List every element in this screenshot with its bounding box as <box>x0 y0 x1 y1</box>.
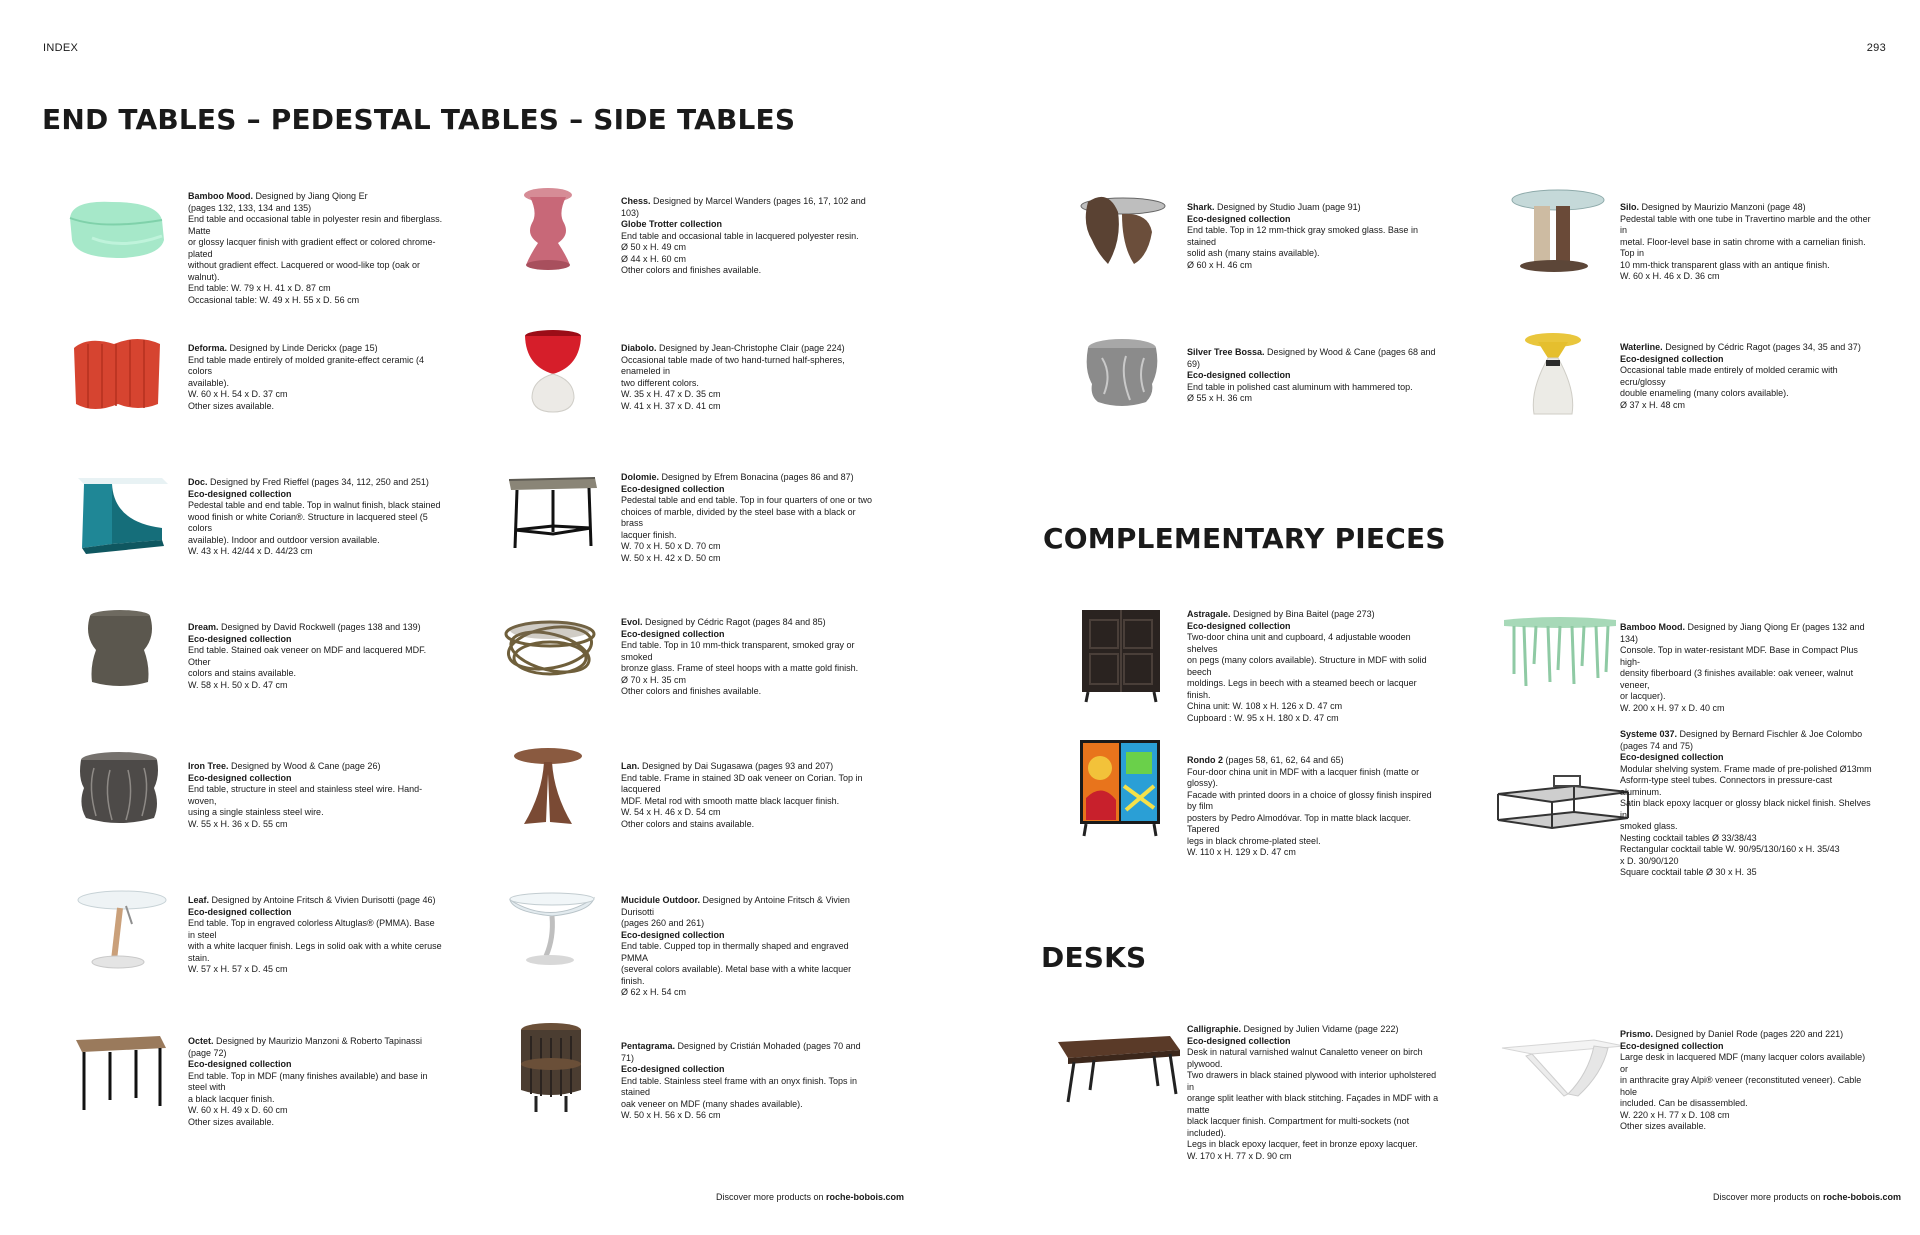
entry-name: Calligraphie. <box>1187 1024 1242 1034</box>
entry-line: Cupboard : W. 95 x H. 180 x D. 47 cm <box>1187 712 1339 723</box>
entry-line: End table. Top in MDF (many finishes available) and base in steel with <box>188 1070 428 1092</box>
entry-line: Ø 62 x H. 54 cm <box>621 987 687 997</box>
entry-line: metal. Floor-level base in satin chrome with a carnelian finish. Top in <box>1620 236 1866 258</box>
waterline-table-image <box>1518 330 1588 420</box>
entry-line: two different colors. <box>621 377 699 388</box>
entry-line: End table. Cupped top in thermally shaped and engraved PMMA <box>621 941 849 963</box>
entry-line: Ø 37 x H. 48 cm <box>1620 399 1686 410</box>
entry-line: W. 50 x H. 56 x D. 56 cm <box>621 1110 721 1120</box>
running-header-left: INDEX <box>43 42 79 54</box>
entry-name: Bamboo Mood. <box>188 191 253 201</box>
bamboo-mood-console-image <box>1500 612 1620 692</box>
entry-line: Large desk in lacquered MDF (many lacquer colors available) or <box>1620 1052 1866 1074</box>
entry-deforma <box>188 343 443 412</box>
entry-line: Pedestal table with one tube in Travertino marble and the other in <box>1620 213 1871 235</box>
entry-designer: Designed by Maurizio Manzoni (page 48) <box>1639 202 1806 212</box>
entry-bamboo-mood-console <box>1620 622 1875 714</box>
entry-line: End table made entirely of molded granite-effect ceramic (4 colors <box>188 354 424 376</box>
entry-designer: Designed by Daniel Rode (pages 220 and 221) <box>1653 1029 1844 1039</box>
entry-dream <box>188 622 443 691</box>
entry-collection: Eco-designed collection <box>621 483 725 494</box>
section-title-end-tables: END TABLES – PEDESTAL TABLES – SIDE TABLES <box>42 103 796 136</box>
octet-table-image <box>70 1026 170 1116</box>
entry-line: Ø 55 x H. 36 cm <box>1187 393 1253 403</box>
entry-name: Evol. <box>621 617 643 627</box>
entry-line: Two drawers in black stained plywood with interior upholstered in <box>1187 1070 1437 1092</box>
entry-line: W. 43 x H. 42/44 x D. 44/23 cm <box>188 546 313 556</box>
entry-line: stain. <box>188 952 210 963</box>
chess-table-image <box>518 183 578 273</box>
entry-line: on pegs (many colors available). Structure in MDF with solid beech <box>1187 655 1427 677</box>
entry-doc <box>188 477 443 558</box>
entry-line: solid ash (many stains available). <box>1187 248 1320 258</box>
pentagrama-table-image <box>516 1020 586 1115</box>
shark-table-image <box>1078 190 1168 270</box>
entry-chess <box>621 196 876 277</box>
entry-line: in anthracite gray Alpi® veneer (reconstituted veneer). Cable hole <box>1620 1075 1862 1097</box>
entry-calligraphie <box>1187 1024 1442 1162</box>
entry-line: W. 55 x H. 36 x D. 55 cm <box>188 818 288 829</box>
entry-line: W. 60 x H. 49 x D. 60 cm <box>188 1105 288 1115</box>
entry-line: Modular shelving system. Frame made of pre-polished Ø13mm <box>1620 763 1872 774</box>
dolomie-table-image <box>503 470 603 555</box>
entry-line: Ø 44 x H. 60 cm <box>621 253 687 264</box>
prismo-desk-image <box>1498 1034 1628 1104</box>
deforma-table-image <box>68 332 168 417</box>
diabolo-table-image <box>518 326 588 416</box>
entry-line: 10 mm-thick transparent glass with an antique finish. <box>1620 259 1830 270</box>
entry-line: End table: W. 79 x H. 41 x D. 87 cm <box>188 283 331 293</box>
entry-iron-tree <box>188 761 443 830</box>
entry-line: Other colors and stains available. <box>621 818 755 829</box>
entry-systeme-037 <box>1620 729 1875 879</box>
entry-name: Bamboo Mood. <box>1620 622 1685 632</box>
entry-line: (pages 260 and 261) <box>621 918 705 928</box>
entry-collection: Eco-designed collection <box>1620 1040 1724 1051</box>
entry-collection: Eco-designed collection <box>1187 370 1291 380</box>
entry-name: Doc. <box>188 477 208 487</box>
entry-name: Mucidule Outdoor. <box>621 895 700 905</box>
entry-waterline <box>1620 342 1875 411</box>
entry-designer: Designed by Wood & Cane (page 26) <box>228 761 381 771</box>
entry-designer: (pages 58, 61, 62, 64 and 65) <box>1223 755 1344 765</box>
entry-line: Other colors and finishes available. <box>621 265 762 275</box>
entry-line: W. 54 x H. 46 x D. 54 cm <box>621 807 721 817</box>
entry-line: lacquer finish. <box>621 529 677 540</box>
entry-collection: Eco-designed collection <box>188 633 292 644</box>
entry-silo <box>1620 202 1875 283</box>
entry-line: W. 50 x H. 42 x D. 50 cm <box>621 552 721 563</box>
entry-collection: Eco-designed collection <box>188 488 292 499</box>
entry-bamboo-mood-end-table <box>188 191 443 306</box>
entry-line: Nesting cocktail tables Ø 33/38/43 <box>1620 832 1757 843</box>
entry-line: Other sizes available. <box>188 1116 275 1127</box>
footer-link[interactable]: roche-bobois.com <box>826 1192 905 1202</box>
entry-evol <box>621 617 876 698</box>
entry-collection: Eco-designed collection <box>188 1059 292 1069</box>
entry-name: Leaf. <box>188 895 210 905</box>
entry-line: W. 110 x H. 129 x D. 47 cm <box>1187 847 1296 857</box>
entry-collection: Eco-designed collection <box>621 1064 725 1074</box>
entry-line: Occasional table made of two hand-turned half-spheres, enameled in <box>621 354 845 376</box>
entry-line: black lacquer finish. Compartment for multi-sockets (not included). <box>1187 1116 1410 1138</box>
entry-line: End table. Stained oak veneer on MDF and lacquered MDF. Other <box>188 645 427 667</box>
evol-table-image <box>500 608 600 688</box>
entry-collection: Eco-designed collection <box>1620 752 1724 762</box>
dream-table-image <box>80 606 160 691</box>
entry-line: W. 60 x H. 46 x D. 36 cm <box>1620 271 1720 281</box>
entry-designer: Designed by Jean-Christophe Clair (page 224) <box>656 343 845 353</box>
entry-line: (several colors available). Metal base with a white lacquer finish. <box>621 964 852 986</box>
entry-line: Other colors and finishes available. <box>621 686 762 696</box>
entry-line: China unit: W. 108 x H. 126 x D. 47 cm <box>1187 701 1343 711</box>
entry-line: or lacquer). <box>1620 691 1666 701</box>
astragale-cabinet-image <box>1078 608 1164 703</box>
entry-collection: Eco-designed collection <box>621 628 725 639</box>
entry-line: End table in polished cast aluminum with hammered top. <box>1187 381 1413 392</box>
entry-line: End table and occasional table in polyester resin and fiberglass. Matte <box>188 214 443 236</box>
entry-mucidule-outdoor <box>621 895 876 999</box>
entry-line: Facade with printed doors in a choice of glossy finish inspired by film <box>1187 789 1432 811</box>
entry-line: legs in black chrome-plated steel. <box>1187 835 1321 846</box>
entry-line: Occasional table made entirely of molded ceramic with ecru/glossy <box>1620 365 1838 387</box>
entry-designer: Designed by Antoine Fritsch & Vivien Durisotti (page 46) <box>209 895 436 905</box>
entry-designer: Designed by Cédric Ragot (pages 84 and 85) <box>642 617 826 627</box>
section-title-complementary: COMPLEMENTARY PIECES <box>1043 522 1446 555</box>
entry-line: without gradient effect. Lacquered or wood-like top (oak or walnut). <box>188 260 420 282</box>
entry-designer: Designed by Cédric Ragot (pages 34, 35 and 37) <box>1662 342 1861 352</box>
entry-designer: Designed by Studio Juam (page 91) <box>1214 202 1361 212</box>
entry-collection: Eco-designed collection <box>1620 353 1724 364</box>
footer-right <box>1713 1192 1901 1202</box>
entry-name: Octet. <box>188 1036 214 1046</box>
entry-line: End table. Top in engraved colorless Altuglas® (PMMA). Base in steel <box>188 918 435 940</box>
entry-designer: Designed by Antoine Fritsch & Vivien Durisotti <box>621 895 850 917</box>
silo-table-image <box>1508 186 1608 276</box>
entry-designer: Designed by Bernard Fischler & Joe Colombo <box>1677 729 1863 739</box>
entry-name: Systeme 037. <box>1620 729 1678 739</box>
entry-line: Ø 60 x H. 46 cm <box>1187 259 1253 270</box>
footer-text: Discover more products on <box>716 1192 827 1202</box>
entry-name: Rondo 2 <box>1187 755 1223 765</box>
entry-line: included. Can be disassembled. <box>1620 1098 1748 1108</box>
entry-leaf <box>188 895 443 976</box>
entry-line: End table. Top in 10 mm-thick transparent, smoked gray or smoked <box>621 640 855 662</box>
entry-line: smoked glass. <box>1620 821 1678 831</box>
entry-name: Lan. <box>621 761 640 771</box>
entry-line: or glossy lacquer finish with gradient effect or colored chrome-plated <box>188 237 436 259</box>
entry-line: Asform-type steel tubes. Connectors in pressure-cast aluminum. <box>1620 775 1833 797</box>
leaf-table-image <box>72 884 172 969</box>
entry-collection: Eco-designed collection <box>188 772 292 783</box>
entry-pentagrama <box>621 1041 876 1122</box>
lan-table-image <box>508 744 588 829</box>
entry-name: Chess. <box>621 196 651 206</box>
entry-line: Desk in natural varnished walnut Canaletto veneer on birch plywood. <box>1187 1047 1423 1069</box>
entry-line: Other sizes available. <box>188 400 275 411</box>
page-number: 293 <box>1866 42 1886 54</box>
doc-table-image <box>72 468 172 558</box>
entry-line: double enameling (many colors available). <box>1620 388 1789 398</box>
entry-name: Dream. <box>188 622 219 632</box>
entry-prismo <box>1620 1029 1875 1133</box>
entry-line: W. 58 x H. 50 x D. 47 cm <box>188 679 288 690</box>
entry-collection: Eco-designed collection <box>621 929 725 940</box>
entry-line: (pages 132, 133, 134 and 135) <box>188 202 312 213</box>
entry-collection: Globe Trotter collection <box>621 219 723 229</box>
entry-name: Deforma. <box>188 343 228 353</box>
entry-name: Prismo. <box>1620 1029 1654 1039</box>
entry-designer: Designed by Cristián Mohaded (pages 70 and 71) <box>621 1041 861 1063</box>
footer-link[interactable]: roche-bobois.com <box>1823 1192 1902 1202</box>
entry-line: density fiberboard (3 finishes available: oak veneer, walnut veneer, <box>1620 668 1854 690</box>
entry-line: wood finish or white Corian®. Structure in lacquered steel (5 colors <box>188 511 428 533</box>
entry-line: Ø 50 x H. 49 cm <box>621 242 687 252</box>
entry-astragale <box>1187 609 1442 724</box>
entry-name: Silver Tree Bossa. <box>1187 347 1265 357</box>
entry-line: posters by Pedro Almodóvar. Top in matte black lacquer. Tapered <box>1187 812 1411 834</box>
entry-line: W. 60 x H. 54 x D. 37 cm <box>188 389 288 399</box>
entry-designer: Designed by Jiang Qiong Er <box>253 191 368 201</box>
entry-designer: Designed by Dai Sugasawa (pages 93 and 207) <box>639 761 834 771</box>
entry-line: Square cocktail table Ø 30 x H. 35 <box>1620 867 1757 877</box>
silver-tree-bossa-image <box>1082 334 1162 409</box>
rondo-2-cabinet-image <box>1076 738 1164 838</box>
entry-line: Rectangular cocktail table W. 90/95/130/160 x H. 35/43 <box>1620 844 1840 854</box>
entry-line: colors and stains available. <box>188 668 297 678</box>
entry-name: Diabolo. <box>621 343 657 353</box>
entry-line: End table. Frame in stained 3D oak veneer on Corian. Top in lacquered <box>621 772 863 794</box>
entry-designer: Designed by Efrem Bonacina (pages 86 and 87) <box>659 472 854 482</box>
entry-name: Iron Tree. <box>188 761 229 771</box>
entry-line: W. 170 x H. 77 x D. 90 cm <box>1187 1150 1292 1161</box>
entry-shark <box>1187 202 1442 271</box>
entry-designer: Designed by Marcel Wanders (pages 16, 17, 102 and 103) <box>621 196 866 218</box>
entry-octet <box>188 1036 443 1128</box>
entry-line: W. 57 x H. 57 x D. 45 cm <box>188 964 288 974</box>
entry-designer: Designed by David Rockwell (pages 138 and 139) <box>218 622 421 632</box>
entry-collection: Eco-designed collection <box>188 906 292 917</box>
entry-collection: Eco-designed collection <box>1187 620 1291 631</box>
bamboo-mood-table-image <box>62 188 172 268</box>
entry-collection: Eco-designed collection <box>1187 1035 1291 1046</box>
calligraphie-desk-image <box>1054 1030 1184 1105</box>
iron-tree-table-image <box>74 748 164 828</box>
entry-line: Four-door china unit in MDF with a lacquer finish (matte or glossy). <box>1187 766 1420 788</box>
entry-line: (pages 74 and 75) <box>1620 740 1694 751</box>
entry-line: End table. Top in 12 mm-thick gray smoked glass. Base in stained <box>1187 225 1418 247</box>
entry-lan <box>621 761 876 830</box>
entry-designer: Designed by Fred Rieffel (pages 34, 112, 250 and 251) <box>207 477 429 487</box>
entry-line: moldings. Legs in beech with a steamed beech or lacquer finish. <box>1187 678 1417 700</box>
entry-line: Pedestal table and end table. Top in walnut finish, black stained <box>188 500 441 510</box>
entry-designer: Designed by Bina Baitel (page 273) <box>1230 609 1375 619</box>
entry-name: Dolomie. <box>621 472 660 482</box>
entry-line: W. 41 x H. 37 x D. 41 cm <box>621 400 721 411</box>
entry-rondo-2 <box>1187 755 1442 859</box>
entry-name: Pentagrama. <box>621 1041 676 1051</box>
entry-line: a black lacquer finish. <box>188 1093 275 1104</box>
entry-dolomie <box>621 472 876 564</box>
entry-designer: Designed by Wood & Cane (pages 68 and 69) <box>1187 347 1436 369</box>
entry-line: MDF. Metal rod with smooth matte black lacquer finish. <box>621 795 840 806</box>
entry-line: with a white lacquer finish. Legs in solid oak with a white ceruse <box>188 941 442 951</box>
footer-text: Discover more products on <box>1713 1192 1824 1202</box>
entry-line: End table and occasional table in lacquered polyester resin. <box>621 230 859 241</box>
entry-silver-tree-bossa <box>1187 347 1442 405</box>
mucidule-table-image <box>506 886 598 971</box>
entry-line: Legs in black epoxy lacquer, feet in bronze epoxy lacquer. <box>1187 1139 1418 1149</box>
entry-line: End table, structure in steel and stainless steel wire. Hand-woven, <box>188 784 423 806</box>
entry-designer: Designed by Jiang Qiong Er (pages 132 and 134) <box>1620 622 1865 644</box>
entry-line: Console. Top in water-resistant MDF. Base in Compact Plus high- <box>1620 645 1858 667</box>
entry-name: Shark. <box>1187 202 1215 212</box>
entry-line: End table. Stainless steel frame with an onyx finish. Tops in stained <box>621 1075 857 1097</box>
entry-designer: Designed by Maurizio Manzoni & Roberto Tapinassi (page 72) <box>188 1036 422 1058</box>
entry-line: W. 200 x H. 97 x D. 40 cm <box>1620 702 1725 713</box>
entry-line: Pedestal table and end table. Top in four quarters of one or two <box>621 495 873 505</box>
systeme-037-table-image <box>1494 770 1634 840</box>
entry-line: x D. 30/90/120 <box>1620 855 1679 866</box>
entry-line: using a single stainless steel wire. <box>188 807 324 817</box>
entry-line: Occasional table: W. 49 x H. 55 x D. 56 cm <box>188 294 360 305</box>
entry-line: orange split leather with black stitching. Façades in MDF with a matte <box>1187 1093 1439 1115</box>
entry-name: Silo. <box>1620 202 1640 212</box>
entry-line: Two-door china unit and cupboard, 4 adjustable wooden shelves <box>1187 632 1411 654</box>
footer-left <box>716 1192 904 1202</box>
entry-line: Other sizes available. <box>1620 1121 1707 1131</box>
entry-line: choices of marble, divided by the steel base with a black or brass <box>621 506 856 528</box>
entry-collection: Eco-designed collection <box>1187 213 1291 224</box>
section-title-desks: DESKS <box>1041 941 1147 974</box>
entry-line: available). Indoor and outdoor version available. <box>188 534 380 545</box>
entry-line: bronze glass. Frame of steel hoops with a matte gold finish. <box>621 663 859 673</box>
entry-diabolo <box>621 343 876 412</box>
entry-name: Waterline. <box>1620 342 1663 352</box>
entry-line: Ø 70 x H. 35 cm <box>621 674 687 685</box>
entry-line: W. 220 x H. 77 x D. 108 cm <box>1620 1109 1730 1120</box>
entry-designer: Designed by Linde Derickx (page 15) <box>227 343 378 353</box>
entry-line: Satin black epoxy lacquer or glossy black nickel finish. Shelves in <box>1620 798 1871 820</box>
entry-line: W. 35 x H. 47 x D. 35 cm <box>621 389 721 399</box>
entry-name: Astragale. <box>1187 609 1231 619</box>
entry-designer: Designed by Julien Vidame (page 222) <box>1241 1024 1399 1034</box>
entry-line: W. 70 x H. 50 x D. 70 cm <box>621 541 721 551</box>
entry-line: available). <box>188 377 230 388</box>
entry-line: oak veneer on MDF (many shades available). <box>621 1098 803 1109</box>
